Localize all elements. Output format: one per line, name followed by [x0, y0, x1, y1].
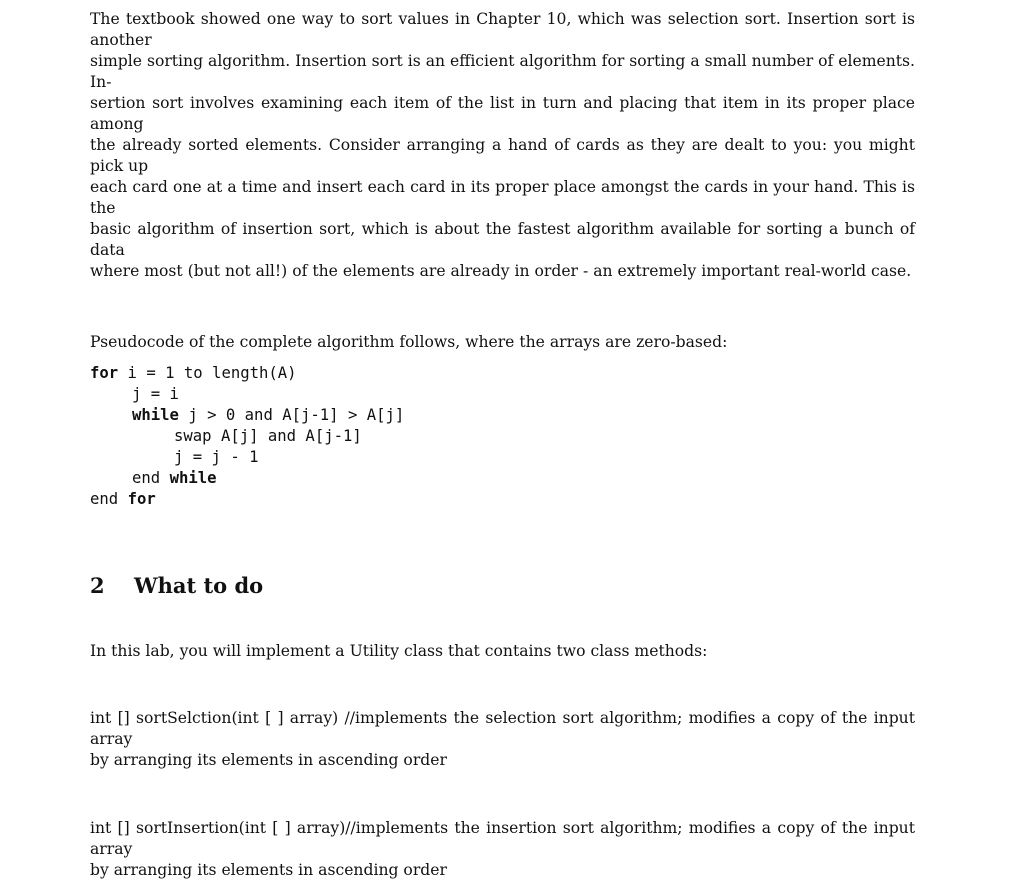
code-text: end [132, 469, 170, 487]
code-text: end [90, 490, 128, 508]
method-description-insertion [90, 818, 915, 881]
method-description-selection [90, 708, 915, 771]
pseudocode-block [90, 363, 915, 510]
code-line-assign [90, 384, 915, 405]
method-detail: by arranging its elements in ascending order [90, 861, 447, 879]
intro-line: where most (but not all!) of the elements are already in order - an extremely important real-world case. [90, 262, 912, 280]
code-keyword: while [169, 469, 217, 487]
code-line-end-while [90, 468, 915, 489]
code-line-for [90, 363, 915, 384]
code-line-decrement [90, 447, 915, 468]
section-number: 2 [90, 573, 105, 598]
intro-line: The textbook showed one way to sort values in Chapter 10, which was selection sort. Insertion sort is another [90, 10, 915, 49]
document-page [90, 9, 915, 881]
code-text: j = i [132, 385, 179, 403]
lab-intro: In this lab, you will implement a Utility class that contains two class methods: [90, 642, 708, 660]
pseudocode-lead: Pseudocode of the complete algorithm follows, where the arrays are zero-based: [90, 333, 728, 351]
code-text: j = j - 1 [174, 448, 259, 466]
code-line-end-for [90, 489, 915, 510]
code-line-swap [90, 426, 915, 447]
intro-line: sertion sort involves examining each item of the list in turn and placing that item in its proper place among [90, 94, 915, 133]
method-signature: int [] sortInsertion(int [ ] array)//implements the insertion sort algorithm; modifies a copy of the input array [90, 819, 915, 858]
code-text: i = 1 to length(A) [118, 364, 297, 382]
code-keyword: for [127, 490, 156, 508]
section-title: What to do [134, 573, 264, 598]
intro-line: basic algorithm of insertion sort, which is about the fastest algorithm available for sorting a bunch of data [90, 220, 915, 259]
code-text: j > 0 and A[j-1] > A[j] [178, 406, 405, 424]
code-text: swap A[j] and A[j-1] [174, 427, 362, 445]
code-keyword: for [90, 364, 119, 382]
method-detail: by arranging its elements in ascending order [90, 751, 447, 769]
method-signature: int [] sortSelction(int [ ] array) //implements the selection sort algorithm; modifies a copy of the input array [90, 709, 915, 748]
section-heading [90, 572, 915, 600]
code-keyword: while [132, 406, 179, 424]
intro-line: each card one at a time and insert each card in its proper place amongst the cards in your hand. This is the [90, 178, 915, 217]
code-line-while [90, 405, 915, 426]
intro-line: simple sorting algorithm. Insertion sort is an efficient algorithm for sorting a small number of elements. In- [90, 52, 915, 91]
intro-line: the already sorted elements. Consider arranging a hand of cards as they are dealt to you: you might pick up [90, 136, 915, 175]
intro-paragraph [90, 9, 915, 282]
